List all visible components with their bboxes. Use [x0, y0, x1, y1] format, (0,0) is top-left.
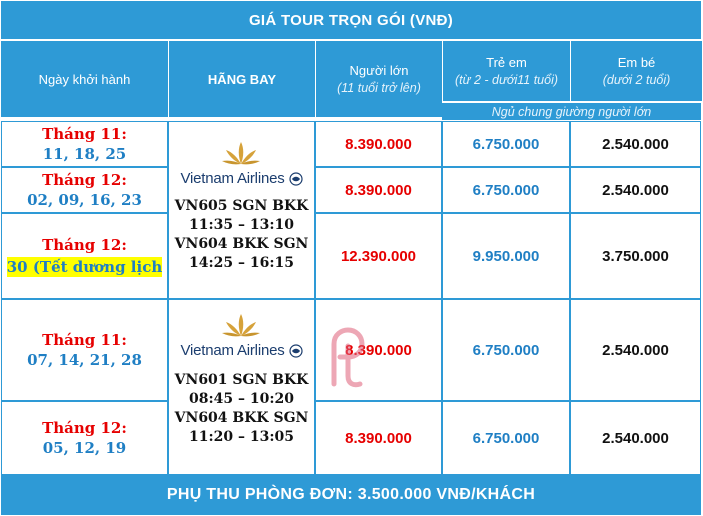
adult-price-cell: [315, 121, 442, 167]
baby-price-cell: [570, 167, 701, 213]
single-room-surcharge: PHỤ THU PHÒNG ĐƠN: 3.500.000 VNĐ/KHÁCH: [1, 475, 701, 515]
child-price: 6.750.000: [472, 181, 540, 199]
header-child: [443, 41, 570, 101]
table-row-date: [1, 121, 168, 167]
baby-price: 2.540.000: [602, 135, 669, 153]
baby-price: 3.750.000: [602, 247, 669, 265]
baby-price-cell: [570, 401, 701, 475]
airline-cell: [168, 121, 315, 299]
child-price-cell: [442, 167, 570, 213]
lotus-logo-icon: [221, 312, 261, 340]
adult-price-cell: [315, 213, 442, 299]
baby-price: 2.540.000: [602, 181, 669, 199]
adult-price: 8.390.000: [345, 181, 412, 199]
header-divider: [442, 41, 443, 103]
adult-price: 12.390.000: [340, 247, 417, 265]
shared-bed-note: Ngủ chung giường người lớn: [442, 103, 701, 120]
lotus-logo-icon: [221, 140, 261, 168]
flight-line: VN605 SGN BKK: [174, 198, 309, 214]
header-adult: [316, 41, 442, 117]
child-price-cell: [442, 213, 570, 299]
row-month: Tháng 12:: [42, 419, 127, 437]
adult-price: 8.390.000: [345, 429, 412, 447]
row-month: Tháng 11:: [42, 331, 127, 349]
header-adult-label: Người lớn: [349, 63, 409, 78]
skyteam-icon: [289, 172, 303, 186]
flight-line: 14:25 – 16:15: [188, 255, 294, 271]
table-title: GIÁ TOUR TRỌN GÓI (VNĐ): [1, 1, 701, 39]
row-days: 11, 18, 25: [42, 145, 127, 163]
header-departure-label: Ngày khởi hành: [38, 71, 131, 87]
flight-line: 11:20 – 13:05: [188, 429, 294, 445]
table-row-date: [1, 299, 168, 401]
airline-logo: [180, 140, 302, 187]
child-price: 6.750.000: [472, 135, 540, 153]
row-month: Tháng 12:: [42, 236, 127, 254]
flight-line: 08:45 – 10:20: [188, 391, 294, 407]
airline-name: [180, 170, 302, 187]
table-row-date: [1, 213, 168, 299]
airline-name: [180, 342, 302, 359]
header-divider: [168, 41, 169, 121]
header-airline-label: HÃNG BAY: [207, 71, 277, 87]
flight-line: VN604 BKK SGN: [174, 236, 309, 252]
baby-price: 2.540.000: [602, 341, 669, 359]
header-adult-sub: (11 tuổi trở lên): [337, 81, 421, 95]
adult-price-cell: [315, 401, 442, 475]
row-days-highlighted: 30 (Tết dương lịch: [6, 258, 163, 276]
header-child-label: Trẻ em: [486, 55, 527, 70]
airline-name-text: Vietnam Airlines: [180, 342, 285, 359]
skyteam-icon: [289, 344, 303, 358]
airline-cell: [168, 299, 315, 475]
row-days: 07, 14, 21, 28: [27, 351, 142, 369]
child-price-cell: [442, 299, 570, 401]
header-baby-sub: (dưới 2 tuổi): [602, 73, 671, 87]
adult-price: 8.390.000: [345, 135, 412, 153]
flight-line: VN604 BKK SGN: [174, 410, 309, 426]
child-price: 9.950.000: [472, 247, 540, 265]
header-baby: [571, 41, 702, 101]
child-price-cell: [442, 401, 570, 475]
row-month: Tháng 11:: [42, 125, 127, 143]
baby-price-cell: [570, 121, 701, 167]
child-price: 6.750.000: [472, 341, 540, 359]
header-airline: [169, 41, 315, 117]
header-baby-label: Em bé: [617, 55, 656, 70]
airline-name-text: Vietnam Airlines: [180, 170, 285, 187]
header-departure: [1, 41, 168, 117]
baby-price-cell: [570, 299, 701, 401]
adult-price-cell: [315, 167, 442, 213]
adult-price: 8.390.000: [345, 341, 412, 359]
header-divider: [570, 41, 571, 103]
child-price: 6.750.000: [472, 429, 540, 447]
child-price-cell: [442, 121, 570, 167]
row-month: Tháng 12:: [42, 171, 127, 189]
baby-price-cell: [570, 213, 701, 299]
table-row-date: [1, 167, 168, 213]
row-days: 02, 09, 16, 23: [27, 191, 142, 209]
flight-info: [175, 197, 309, 273]
header-divider: [315, 41, 316, 121]
flight-info: [175, 371, 309, 447]
flight-line: VN601 SGN BKK: [174, 372, 309, 388]
row-days: 05, 12, 19: [42, 439, 127, 457]
table-row-date: [1, 401, 168, 475]
airline-logo: [180, 312, 302, 359]
header-child-sub: (từ 2 - dưới11 tuổi): [454, 73, 559, 87]
watermark-logo-icon: [326, 324, 366, 394]
baby-price: 2.540.000: [602, 429, 669, 447]
flight-line: 11:35 – 13:10: [188, 217, 294, 233]
